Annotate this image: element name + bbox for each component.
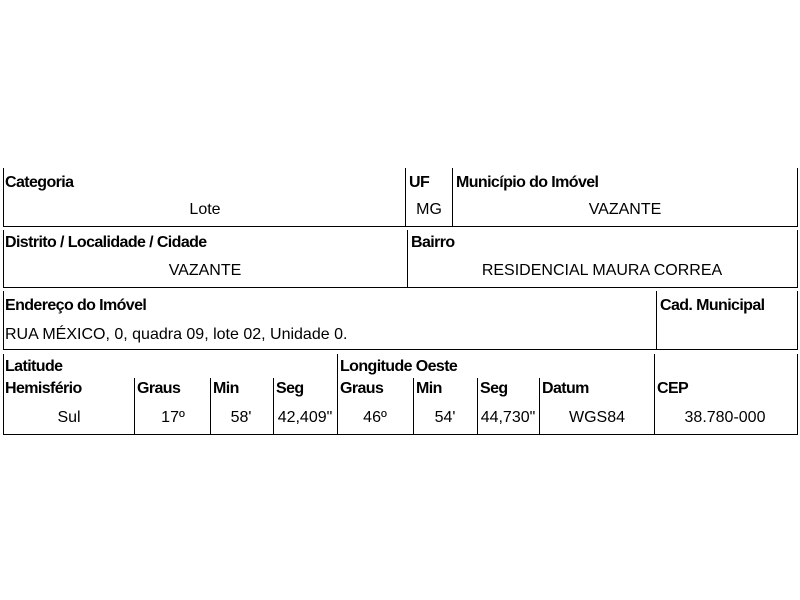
- lat-graus-value: 17º: [161, 409, 185, 426]
- lat-seg-label: Seg: [276, 380, 304, 397]
- row4-divider-left: [3, 354, 4, 434]
- lon-min-value: 54': [434, 409, 456, 426]
- property-form: [3, 168, 798, 435]
- row1-bottom-line: [3, 226, 798, 227]
- categoria-label: Categoria: [5, 174, 74, 191]
- row4-divider-lon-min: [413, 378, 414, 434]
- lat-min-value: 58': [230, 409, 252, 426]
- row4-bottom-line: [3, 434, 798, 435]
- municipio-value: VAZANTE: [588, 201, 662, 218]
- endereco-label: Endereço do Imóvel: [5, 297, 147, 314]
- distrito-label: Distrito / Localidade / Cidade: [5, 234, 207, 251]
- lat-min-label: Min: [213, 380, 239, 397]
- row1-divider-uf-left: [405, 168, 406, 226]
- hemisferio-value: Sul: [57, 409, 81, 426]
- row3-divider-mid: [656, 291, 657, 349]
- row2-divider-left: [3, 230, 4, 287]
- uf-label: UF: [409, 174, 430, 191]
- datum-label: Datum: [542, 380, 589, 397]
- row4-divider-lat-min: [210, 378, 211, 434]
- cep-label: CEP: [657, 380, 689, 397]
- datum-value: WGS84: [568, 409, 626, 426]
- row4-divider-cep: [654, 354, 655, 434]
- longitude-oeste-label: Longitude Oeste: [340, 358, 458, 375]
- latitude-label: Latitude: [5, 358, 63, 375]
- endereco-value: RUA MÉXICO, 0, quadra 09, lote 02, Unidade 0.: [5, 326, 348, 343]
- row2-bottom-line: [3, 287, 798, 288]
- row3-bottom-line: [3, 349, 798, 350]
- row2-divider-right: [797, 230, 798, 287]
- distrito-value: VAZANTE: [168, 262, 242, 279]
- row4-divider-longitude: [337, 354, 338, 434]
- hemisferio-label: Hemisfério: [5, 380, 82, 397]
- cep-value: 38.780-000: [684, 409, 766, 426]
- lon-graus-value: 46º: [363, 409, 387, 426]
- lat-seg-value: 42,409": [277, 409, 333, 426]
- row1-divider-left: [3, 168, 4, 226]
- lon-min-label: Min: [416, 380, 442, 397]
- row4-divider-right: [797, 354, 798, 434]
- row4-divider-lon-seg: [477, 378, 478, 434]
- row1-divider-right: [797, 168, 798, 226]
- row4-divider-lat-seg: [273, 378, 274, 434]
- lat-graus-label: Graus: [137, 380, 181, 397]
- cad-municipal-label: Cad. Municipal: [660, 297, 765, 314]
- bairro-value: RESIDENCIAL MAURA CORREA: [481, 262, 723, 279]
- uf-value: MG: [416, 201, 442, 218]
- row4-divider-datum: [539, 378, 540, 434]
- row3-divider-left: [3, 291, 4, 349]
- bairro-label: Bairro: [411, 234, 455, 251]
- categoria-value: Lote: [189, 201, 221, 218]
- row1-divider-uf-right: [452, 168, 453, 226]
- lon-seg-value: 44,730": [480, 409, 536, 426]
- lon-seg-label: Seg: [480, 380, 508, 397]
- municipio-label: Município do Imóvel: [456, 174, 599, 191]
- row3-divider-right: [797, 291, 798, 349]
- row4-divider-lat-graus: [134, 378, 135, 434]
- row2-divider-mid: [407, 230, 408, 287]
- lon-graus-label: Graus: [340, 380, 384, 397]
